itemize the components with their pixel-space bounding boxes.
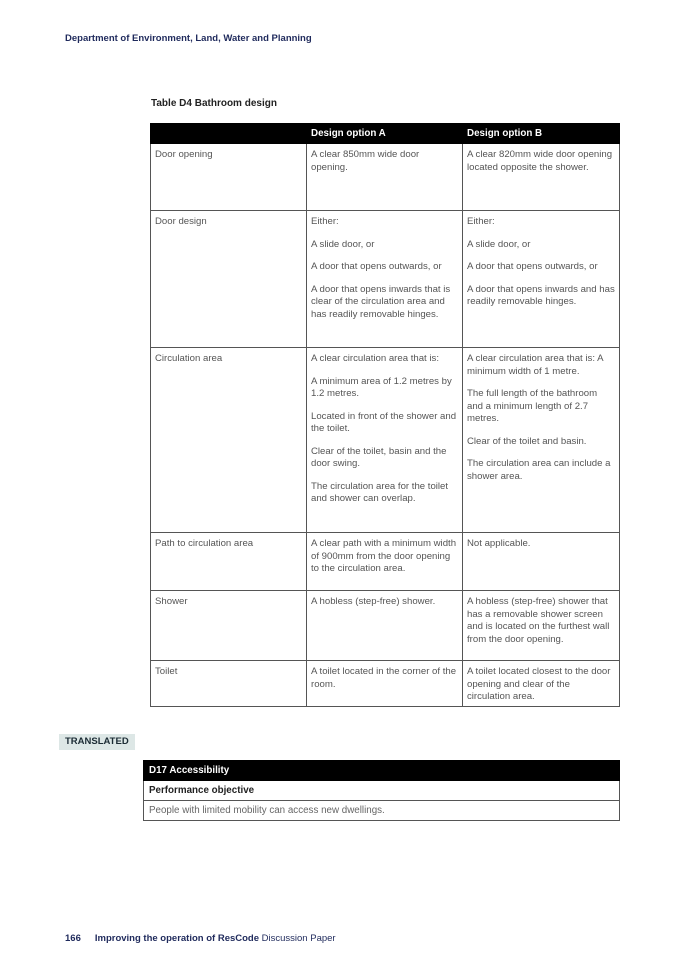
cell-paragraph: Clear of the toilet, basin and the door swing. (311, 445, 447, 469)
page-number: 166 (65, 933, 81, 944)
cell-paragraph: A slide door, or (467, 238, 531, 250)
page-footer (65, 933, 336, 944)
cell-paragraph: A toilet located closest to the door opening and clear of the circulation area. (467, 666, 611, 702)
option-a-cell (307, 591, 463, 661)
cell-paragraph: Not applicable. (467, 538, 531, 549)
cell-paragraph: The circulation area can include a shower area. (467, 458, 611, 482)
cell-paragraph: A hobless (step-free) shower. (311, 596, 436, 607)
performance-objective-text: People with limited mobility can access new dwellings. (144, 801, 620, 821)
option-b-cell (463, 591, 620, 661)
table-row (151, 144, 620, 211)
row-label: Toilet (151, 661, 307, 707)
row-label: Door opening (151, 144, 307, 211)
table-row (151, 211, 620, 348)
table-row (151, 533, 620, 591)
cell-paragraph: The full length of the bathroom and a minimum length of 2.7 metres. (467, 388, 598, 424)
option-b-cell (463, 661, 620, 707)
table-row (151, 661, 620, 707)
cell-paragraph: A door that opens inwards that is clear of the circulation area and has readily removable hinges. (311, 283, 451, 320)
accessibility-table (143, 760, 620, 821)
cell-paragraph: Either: (311, 216, 339, 227)
header-cell-option-b: Design option B (463, 124, 620, 144)
row-label: Door design (151, 211, 307, 348)
cell-paragraph: A clear 850mm wide door opening. (311, 149, 420, 173)
cell-paragraph: The circulation area for the toilet and shower can overlap. (311, 480, 449, 504)
row-label: Path to circulation area (151, 533, 307, 591)
table-d4-title: Table D4 Bathroom design (151, 98, 277, 109)
option-a-cell (307, 533, 463, 591)
option-b-cell (463, 348, 620, 533)
performance-objective-label: Performance objective (144, 781, 620, 801)
table-row (151, 591, 620, 661)
cell-paragraph: A toilet located in the corner of the room. (311, 666, 457, 690)
cell-paragraph: A clear circulation area that is: A minimum width of 1 metre. (467, 353, 603, 377)
cell-paragraph: Clear of the toilet and basin. (467, 435, 587, 447)
cell-paragraph: Either: (467, 216, 495, 227)
option-a-cell (307, 661, 463, 707)
footer-title: Improving the operation of ResCode (94, 933, 260, 944)
table-header-row (151, 124, 620, 144)
table-row (151, 348, 620, 533)
header-cell-empty (151, 124, 307, 144)
cell-paragraph: A clear circulation area that is: (311, 353, 439, 364)
cell-paragraph: A minimum area of 1.2 metres by 1.2 metres. (311, 375, 452, 399)
cell-paragraph: A hobless (step-free) shower that has a removable shower screen and is located on the furthest wall from the door opening. (467, 596, 610, 645)
option-a-cell (307, 211, 463, 348)
cell-paragraph: A door that opens inwards and has readily removable hinges. (467, 283, 615, 307)
header-cell-option-a: Design option A (307, 124, 463, 144)
translated-badge: TRANSLATED (59, 734, 135, 750)
cell-paragraph: A clear 820mm wide door opening located opposite the shower. (467, 149, 613, 173)
option-a-cell (307, 144, 463, 211)
option-b-cell (463, 144, 620, 211)
cell-paragraph: A door that opens outwards, or (311, 261, 442, 272)
footer-subtitle: Discussion Paper (261, 933, 336, 944)
row-label: Shower (151, 591, 307, 661)
d17-title: D17 Accessibility (144, 761, 620, 781)
cell-paragraph: Located in front of the shower and the toilet. (311, 410, 457, 434)
cell-paragraph: A slide door, or (311, 238, 375, 250)
option-a-cell (307, 348, 463, 533)
bathroom-design-table (150, 123, 620, 707)
page-header-department: Department of Environment, Land, Water and Planning (65, 33, 312, 44)
option-b-cell (463, 533, 620, 591)
option-b-cell (463, 211, 620, 348)
cell-paragraph: A door that opens outwards, or (467, 261, 598, 272)
row-label: Circulation area (151, 348, 307, 533)
cell-paragraph: A clear path with a minimum width of 900mm from the door opening to the circulation area. (311, 538, 457, 574)
